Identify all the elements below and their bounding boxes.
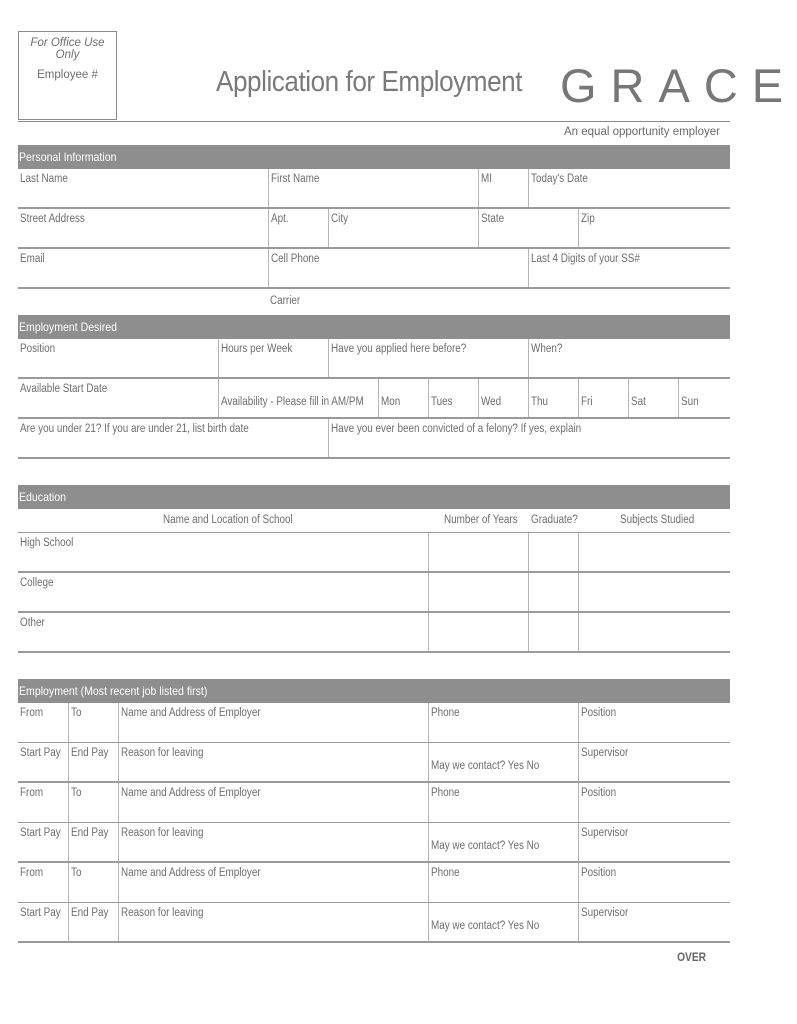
job1-phone-field[interactable]: Phone: [428, 703, 578, 742]
tagline: An equal opportunity employer: [564, 126, 720, 138]
college-years-field[interactable]: [428, 573, 528, 611]
last-name-field[interactable]: Last Name: [20, 173, 68, 185]
avail-thu-field[interactable]: Thu: [528, 379, 578, 417]
job3-reason-field[interactable]: Reason for leaving: [118, 903, 428, 941]
company-logo: GRACE: [560, 59, 797, 112]
other-subjects-field[interactable]: [578, 613, 730, 651]
job3-contact-field[interactable]: May we contact? Yes No: [428, 903, 578, 941]
cell-phone-field[interactable]: Cell Phone: [268, 249, 528, 287]
job3-from-field[interactable]: From: [20, 867, 44, 879]
col-graduate-label: Graduate?: [531, 514, 578, 526]
job3-to-field[interactable]: To: [68, 863, 118, 902]
other-years-field[interactable]: [428, 613, 528, 651]
applied-before-field[interactable]: Have you applied here before?: [328, 339, 528, 377]
other-graduate-field[interactable]: [528, 613, 578, 651]
employee-number-label: Employee #: [37, 69, 98, 81]
over-label: OVER: [677, 950, 706, 964]
college-subjects-field[interactable]: [578, 573, 730, 611]
job3-phone-field[interactable]: Phone: [428, 863, 578, 902]
job2-employer-field[interactable]: Name and Address of Employer: [118, 783, 428, 822]
job2-contact-field[interactable]: May we contact? Yes No: [428, 823, 578, 861]
col-years-label: Number of Years: [444, 514, 518, 526]
avail-tues-field[interactable]: Tues: [428, 379, 478, 417]
section-header-employment: Employment (Most recent job listed first): [18, 679, 730, 703]
avail-sun-field[interactable]: Sun: [678, 379, 730, 417]
job1-contact-field[interactable]: May we contact? Yes No: [428, 743, 578, 781]
employment-grid: [18, 703, 730, 943]
college-graduate-field[interactable]: [528, 573, 578, 611]
apt-field[interactable]: Apt.: [268, 209, 328, 247]
job2-to-field[interactable]: To: [68, 783, 118, 822]
zip-field[interactable]: Zip: [578, 209, 730, 247]
felony-field[interactable]: Have you ever been convicted of a felony? If yes, explain: [328, 419, 730, 457]
todays-date-field[interactable]: Today's Date: [528, 169, 730, 207]
hs-subjects-field[interactable]: [578, 533, 730, 571]
avail-wed-field[interactable]: Wed: [478, 379, 528, 417]
mi-field[interactable]: MI: [478, 169, 528, 207]
job1-employer-field[interactable]: Name and Address of Employer: [118, 703, 428, 742]
job3-employer-field[interactable]: Name and Address of Employer: [118, 863, 428, 902]
divider: [18, 121, 730, 122]
college-field[interactable]: College: [20, 577, 54, 589]
start-date-field[interactable]: Available Start Date: [20, 383, 108, 395]
availability-label: Availability - Please fill in AM/PM: [218, 379, 378, 417]
email-field[interactable]: Email: [20, 253, 45, 265]
col-subjects-label: Subjects Studied: [620, 514, 695, 526]
high-school-field[interactable]: High School: [20, 537, 74, 549]
position-field[interactable]: Position: [20, 343, 56, 355]
job1-position-field[interactable]: Position: [578, 703, 730, 742]
employment-desired-grid: [18, 339, 730, 459]
job1-from-field[interactable]: From: [20, 707, 44, 719]
job1-reason-field[interactable]: Reason for leaving: [118, 743, 428, 781]
job1-end-pay-field[interactable]: End Pay: [68, 743, 118, 781]
when-field[interactable]: When?: [528, 339, 730, 377]
education-grid: [18, 532, 730, 653]
street-address-field[interactable]: Street Address: [20, 213, 85, 225]
hs-graduate-field[interactable]: [528, 533, 578, 571]
job2-supervisor-field[interactable]: Supervisor: [578, 823, 730, 861]
job2-reason-field[interactable]: Reason for leaving: [118, 823, 428, 861]
job3-supervisor-field[interactable]: Supervisor: [578, 903, 730, 941]
under-21-field[interactable]: Are you under 21? If you are under 21, list birth date: [20, 423, 249, 435]
job2-position-field[interactable]: Position: [578, 783, 730, 822]
job2-end-pay-field[interactable]: End Pay: [68, 823, 118, 861]
job3-position-field[interactable]: Position: [578, 863, 730, 902]
page-title: Application for Employment: [216, 66, 522, 98]
other-school-field[interactable]: Other: [20, 617, 45, 629]
job1-to-field[interactable]: To: [68, 703, 118, 742]
section-header-employment-desired: Employment Desired: [18, 315, 730, 339]
hs-years-field[interactable]: [428, 533, 528, 571]
job2-phone-field[interactable]: Phone: [428, 783, 578, 822]
avail-sat-field[interactable]: Sat: [628, 379, 678, 417]
avail-mon-field[interactable]: Mon: [378, 379, 428, 417]
personal-info-grid: [18, 169, 730, 289]
job2-start-pay-field[interactable]: Start Pay: [20, 827, 61, 839]
state-field[interactable]: State: [478, 209, 578, 247]
section-header-education: Education: [18, 485, 730, 509]
job3-end-pay-field[interactable]: End Pay: [68, 903, 118, 941]
city-field[interactable]: City: [328, 209, 478, 247]
office-use-label: For Office Use Only: [30, 37, 105, 61]
job1-start-pay-field[interactable]: Start Pay: [20, 747, 61, 759]
ssn-last4-field[interactable]: Last 4 Digits of your SS#: [528, 249, 730, 287]
first-name-field[interactable]: First Name: [268, 169, 478, 207]
col-school-label: Name and Location of School: [163, 514, 293, 526]
job1-supervisor-field[interactable]: Supervisor: [578, 743, 730, 781]
hours-per-week-field[interactable]: Hours per Week: [218, 339, 328, 377]
carrier-label: Carrier: [270, 295, 301, 307]
job2-from-field[interactable]: From: [20, 787, 44, 799]
avail-fri-field[interactable]: Fri: [578, 379, 628, 417]
section-header-personal: Personal Information: [18, 145, 730, 169]
office-use-box: [18, 31, 117, 120]
job3-start-pay-field[interactable]: Start Pay: [20, 907, 61, 919]
